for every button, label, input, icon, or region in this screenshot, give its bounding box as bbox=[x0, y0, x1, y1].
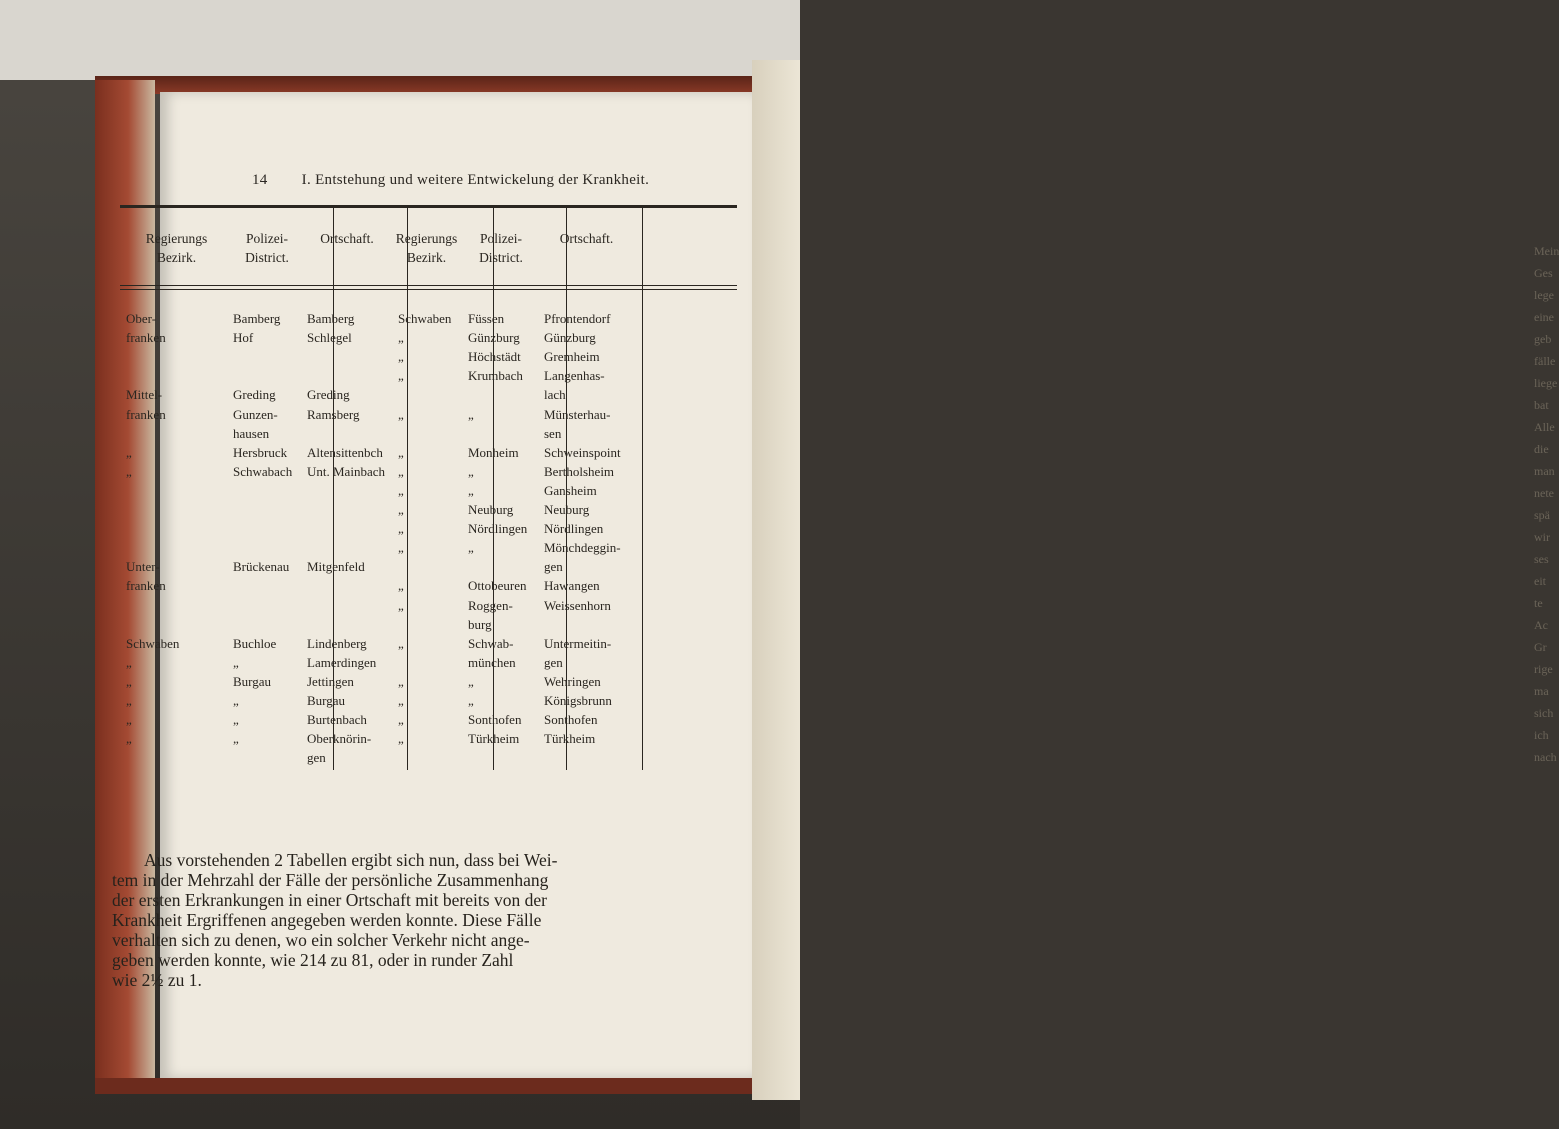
table-cell: „ bbox=[468, 406, 474, 422]
background-surface bbox=[0, 0, 800, 80]
facing-page-text: Mein Ges lege eine geb fälle liege bat Alle die man nete spä wir ses eit te Ac Gr rige ma sich ich nach bbox=[1534, 244, 1559, 764]
table-cell: Bamberg bbox=[307, 311, 355, 326]
table-cell: Krumbach bbox=[468, 368, 523, 384]
table-cell: „ bbox=[126, 654, 132, 670]
table-cell: Pfrontendorf bbox=[544, 311, 611, 326]
table-cell: Münsterhau- bbox=[544, 406, 611, 422]
body-paragraph bbox=[112, 850, 752, 990]
paragraph-line: Krankheit Ergriffenen angegeben werden konnte. Diese Fälle bbox=[112, 910, 542, 930]
table-cell: Wehringen bbox=[544, 673, 601, 689]
table-cell: Unter- bbox=[126, 559, 160, 575]
paragraph-line: der ersten Erkrankungen in einer Ortschaft mit bereits von der bbox=[112, 890, 547, 910]
table-cell: gen bbox=[544, 654, 563, 670]
table-cell: „ bbox=[398, 712, 404, 728]
table-cell: Gansheim bbox=[544, 482, 597, 498]
column-header: Regierungs Bezirk. bbox=[395, 231, 458, 265]
table-cell: „ bbox=[468, 540, 474, 556]
table-cell: „ bbox=[126, 673, 132, 689]
table-cell: „ bbox=[398, 349, 404, 365]
table-cell: Untermeitin- bbox=[544, 635, 612, 651]
table-cell: Türkheim bbox=[468, 731, 520, 747]
table-cell: franken bbox=[126, 578, 166, 594]
paragraph-line: wie 2½ zu 1. bbox=[112, 970, 202, 990]
table-cell: Schwab- bbox=[468, 635, 514, 651]
table-cell: münchen bbox=[468, 654, 516, 670]
table-cell: „ bbox=[398, 597, 404, 613]
table-cell: „ bbox=[398, 673, 404, 689]
table-cell: Altensittenbch bbox=[307, 444, 383, 460]
table-cell: burg bbox=[468, 616, 492, 632]
table-cell: Schwabach bbox=[233, 463, 293, 479]
table-cell: „ bbox=[468, 673, 474, 689]
table-cell: Roggen- bbox=[468, 597, 513, 613]
table-cell: Gremheim bbox=[544, 349, 600, 365]
table-header-rule-thin bbox=[120, 289, 737, 290]
table-cell: Oberknörin- bbox=[307, 731, 372, 747]
table-cell: Weissenhorn bbox=[544, 597, 611, 613]
table-cell: Schwaben bbox=[126, 635, 180, 651]
table-cell: Jettingen bbox=[307, 673, 354, 689]
table-cell: Brückenau bbox=[233, 559, 290, 575]
page-header bbox=[252, 172, 649, 189]
table-cell: Schweinspoint bbox=[544, 444, 621, 460]
table-cell: „ bbox=[398, 578, 404, 594]
table-cell: „ bbox=[398, 406, 404, 422]
table-cell: Schlegel bbox=[307, 330, 352, 346]
column-header: Polizei- District. bbox=[479, 231, 523, 265]
table-cell: Hawangen bbox=[544, 578, 600, 594]
table-cell: „ bbox=[468, 693, 474, 708]
table-cell: „ bbox=[398, 368, 404, 384]
table-cell: Burgau bbox=[307, 693, 346, 708]
table-cell: „ bbox=[468, 463, 474, 479]
column-divider bbox=[642, 205, 643, 770]
table-cell: „ bbox=[398, 731, 404, 747]
table-cell: gen bbox=[307, 750, 326, 766]
table-cell: Bertholsheim bbox=[544, 463, 615, 479]
table-cell: „ bbox=[233, 731, 239, 747]
table-cell: „ bbox=[398, 463, 404, 479]
table-cell: „ bbox=[398, 521, 404, 537]
table-cell: Nördlingen bbox=[468, 521, 528, 537]
table-cell: franken bbox=[126, 406, 166, 422]
column-header: Regierungs Bezirk. bbox=[145, 231, 208, 265]
table-cell: Ober- bbox=[126, 311, 157, 326]
table-cell: Burtenbach bbox=[307, 712, 367, 728]
table-cell: Günzburg bbox=[544, 330, 596, 346]
table-cell: „ bbox=[468, 482, 474, 498]
table-cell: „ bbox=[398, 330, 404, 346]
table-cell: „ bbox=[233, 654, 239, 670]
table-cell: Greding bbox=[307, 387, 350, 403]
table-cell: Füssen bbox=[468, 311, 505, 326]
table-cell: „ bbox=[126, 444, 132, 460]
table-cell: „ bbox=[126, 693, 132, 708]
table-cell: Sonthofen bbox=[544, 712, 598, 728]
column-header: Polizei- District. bbox=[245, 231, 289, 265]
table-cell: Gunzen- bbox=[233, 406, 278, 422]
table-cell: Monheim bbox=[468, 444, 519, 460]
table-cell: Sonthofen bbox=[468, 712, 522, 728]
table-cell: lach bbox=[544, 387, 566, 403]
table-cell: Nördlingen bbox=[544, 521, 604, 537]
table-cell: gen bbox=[544, 559, 563, 575]
table-cell: „ bbox=[398, 502, 404, 517]
table-cell: Günzburg bbox=[468, 330, 520, 346]
table-cell: Türkheim bbox=[544, 731, 596, 747]
table-cell: hausen bbox=[233, 425, 270, 441]
table-cell: Burgau bbox=[233, 673, 272, 689]
table-cell: „ bbox=[126, 463, 132, 479]
table-cell: Königsbrunn bbox=[544, 693, 612, 708]
table-cell: Neuburg bbox=[468, 502, 514, 517]
table-cell: „ bbox=[233, 712, 239, 728]
table-cell: franken bbox=[126, 330, 166, 346]
facing-page bbox=[752, 60, 1559, 1100]
table-cell: Hof bbox=[233, 330, 254, 346]
table-cell: Langenhas- bbox=[544, 368, 605, 384]
paragraph-line: Aus vorstehenden 2 Tabellen ergibt sich nun, dass bei Wei- bbox=[144, 850, 558, 870]
paragraph-line: verhalten sich zu denen, wo ein solcher Verkehr nicht ange- bbox=[112, 930, 530, 950]
column-header: Ortschaft. bbox=[320, 231, 374, 246]
table-cell: Höchstädt bbox=[468, 349, 521, 365]
table-cell: „ bbox=[398, 482, 404, 498]
table-cell: Bamberg bbox=[233, 311, 281, 326]
table-cell: sen bbox=[544, 425, 562, 441]
table-cell: Mitgenfeld bbox=[307, 559, 365, 575]
column-header: Ortschaft. bbox=[559, 231, 614, 246]
table-cell: „ bbox=[126, 712, 132, 728]
data-table bbox=[120, 205, 737, 775]
table-cell: Buchloe bbox=[233, 635, 277, 651]
column-divider bbox=[493, 205, 494, 770]
table-cell: „ bbox=[233, 693, 239, 708]
table-cell: Lindenberg bbox=[307, 635, 367, 651]
running-title: I. Entstehung und weitere Entwickelung der Krankheit. bbox=[301, 172, 650, 188]
table-header-rule bbox=[120, 285, 737, 286]
table-cell: Schwaben bbox=[398, 311, 452, 326]
table-cell: „ bbox=[398, 540, 404, 556]
table-cell: „ bbox=[398, 444, 404, 460]
table-cell: „ bbox=[398, 693, 404, 708]
table-cell: „ bbox=[126, 731, 132, 747]
table-cell: Ramsberg bbox=[307, 406, 360, 422]
page-number: 14 bbox=[252, 172, 268, 188]
table-cell: Unt. Mainbach bbox=[307, 463, 385, 479]
table-cell: Neuburg bbox=[544, 502, 590, 517]
table-cell: Ottobeuren bbox=[468, 578, 527, 594]
table-cell: Greding bbox=[233, 387, 276, 403]
table-cell: Lamerdingen bbox=[307, 654, 377, 670]
table-cell: Mittel- bbox=[126, 387, 163, 403]
table-cell: Hersbruck bbox=[233, 444, 288, 460]
table-cell: Mönchdeggin- bbox=[544, 540, 621, 556]
paragraph-line: geben werden konnte, wie 214 zu 81, oder in runder Zahl bbox=[112, 950, 514, 970]
paragraph-line: tem in der Mehrzahl der Fälle der persönliche Zusammenhang bbox=[112, 870, 549, 890]
table-top-rule bbox=[120, 205, 737, 208]
column-divider bbox=[407, 205, 408, 770]
table-cell: „ bbox=[398, 635, 404, 651]
book-cover-bottom-edge bbox=[95, 1078, 765, 1094]
